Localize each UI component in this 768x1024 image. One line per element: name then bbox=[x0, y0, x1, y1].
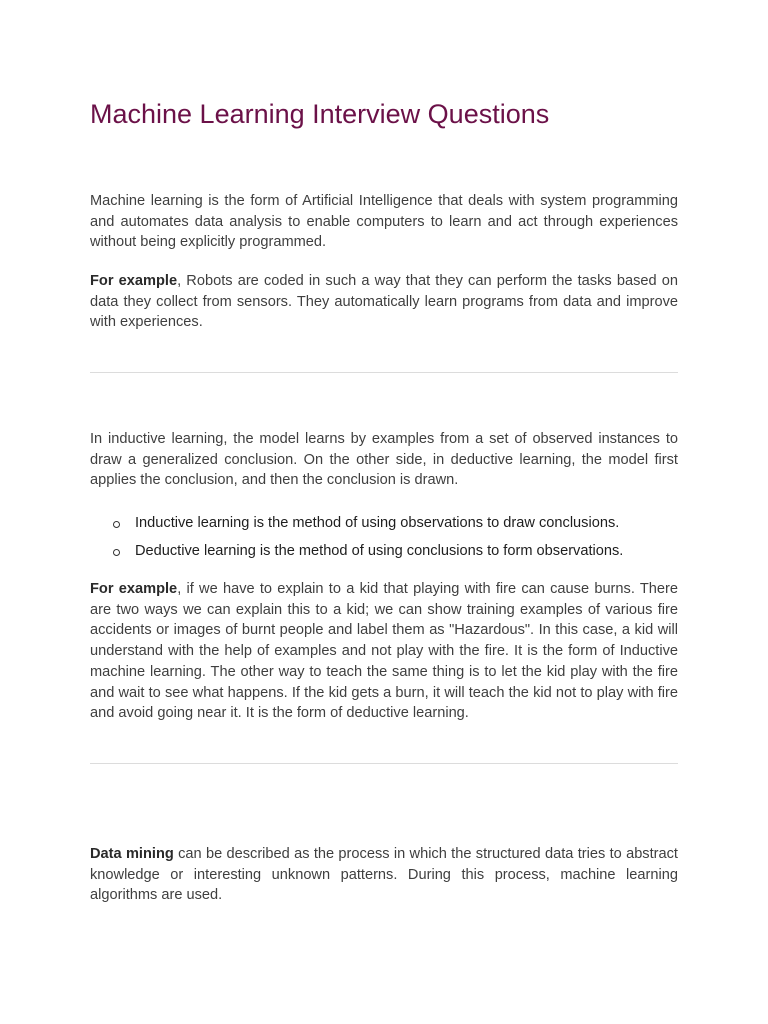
ml-definition-paragraph: Machine learning is the form of Artificial Intelligence that deals with system programming and automates data analysis to enable computers to learn and act through experiences without being explicitly programmed. bbox=[90, 193, 678, 251]
section-divider bbox=[90, 763, 678, 764]
example-text: , Robots are coded in such a way that they can perform the tasks based on data they collect from sensors. They automatically learn programs from data and improve with experiences. bbox=[90, 273, 678, 331]
fire-example-paragraph bbox=[90, 579, 678, 724]
page-title: Machine Learning Interview Questions bbox=[90, 99, 550, 129]
circle-bullet-icon bbox=[113, 549, 120, 556]
data-mining-text: can be described as the process in which the structured data tries to abstract knowledge or interesting unknown patterns. During this process, machine learning algorithms are used. bbox=[90, 846, 678, 904]
list-item bbox=[90, 541, 678, 569]
example-text: , if we have to explain to a kid that playing with fire can cause burns. There are two ways we can explain this to a kid; we can show training examples of various fire accidents or images of burnt people and label them as "Hazardous". In this case, a kid will understand with the help of examples and not play with the fire. It is the form of Inductive machine learning. The other way to teach the same thing is to let the kid play with the fire and wait to see what happens. If the kid gets a burn, it will teach the kid not to play with fire and avoid going near it. It is the form of deductive learning. bbox=[90, 581, 679, 722]
robots-example-paragraph bbox=[90, 271, 678, 333]
list-item bbox=[90, 513, 678, 541]
example-label: For example bbox=[90, 273, 178, 289]
example-label: For example bbox=[90, 581, 178, 597]
inductive-deductive-paragraph: In inductive learning, the model learns by examples from a set of observed instances to draw a generalized conclusion. On the other side, in deductive learning, the model first applies the conclusion, and then the conclusion is drawn. bbox=[90, 431, 678, 489]
list-item-text: Inductive learning is the method of using observations to draw conclusions. bbox=[135, 515, 620, 531]
data-mining-term: Data mining bbox=[90, 846, 174, 862]
circle-bullet-icon bbox=[113, 521, 120, 528]
learning-types-list bbox=[90, 513, 678, 569]
list-item-text: Deductive learning is the method of using conclusions to form observations. bbox=[135, 543, 624, 559]
section-divider bbox=[90, 372, 678, 373]
data-mining-paragraph bbox=[90, 844, 678, 906]
